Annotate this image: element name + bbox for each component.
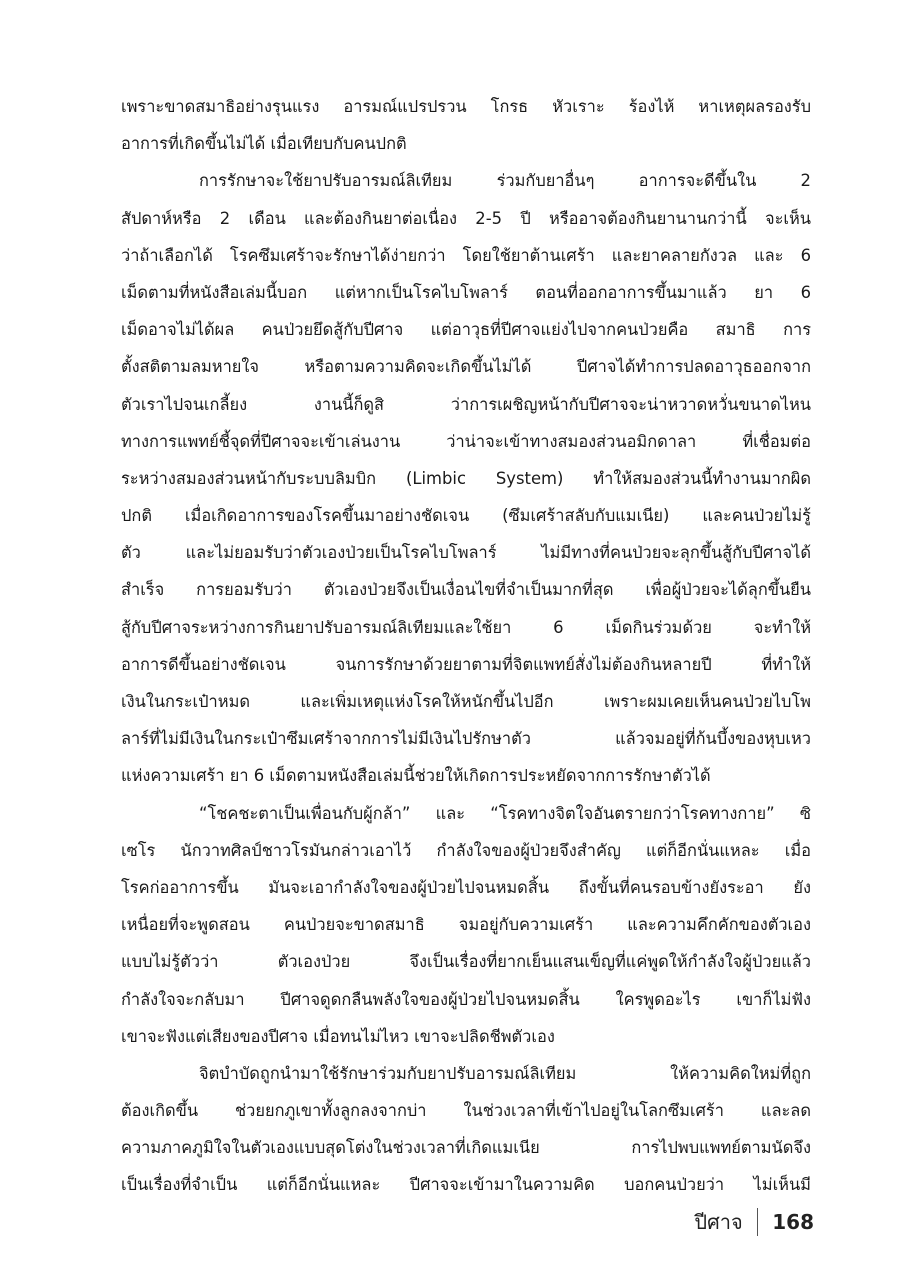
text-line: สำเร็จ การยอมรับว่า ตัวเองป่วยจึงเป็นเงื่อนไขที่จำเป็นมากที่สุด เพื่อผู้ป่วยจะได้ลุกขึ้นยืน [121,580,811,600]
text-line: โรคก่ออาการขึ้น มันจะเอากำลังใจของผู้ป่วยไปจนหมดสิ้น ถึงขั้นที่คนรอบข้างยังระอา ยัง [121,877,811,897]
text-line: กำลังใจจะกลับมา ปีศาจดูดกลืนพลังใจของผู้ป่วยไปจนหมดสิ้น ใครพูดอะไร เขาก็ไม่ฟัง [121,989,811,1009]
text-line: เขาจะฟังแต่เสียงของปีศาจ เมื่อทนไม่ไหว เขาจะปลิดชีพตัวเอง [121,1026,555,1046]
page-footer [694,1205,814,1239]
text-line: ตัวเราไปจนเกลี้ยง งานนี้ก็ดูสิ ว่าการเผชิญหน้ากับปีศาจจะน่าหวาดหวั่นขนาดไหน [121,394,811,414]
footer-divider [757,1208,759,1236]
text-line: เซโร นักวาทศิลป์ชาวโรมันกล่าวเอาไว้ กำลังใจของผู้ป่วยจึงสำคัญ แต่ก็อีกนั่นแหละ เมื่อ [121,840,811,860]
text-line: เม็ดอาจไม่ได้ผล คนป่วยยึดสู้กับปีศาจ แต่อาวุธที่ปีศาจแย่งไปจากคนป่วยคือ สมาธิ การ [121,320,811,340]
running-title: ปีศาจ [694,1210,743,1234]
text-line: เพราะขาดสมาธิอย่างรุนแรง อารมณ์แปรปรวน โกรธ หัวเราะ ร้องไห้ หาเหตุผลรองรับ [121,97,811,116]
text-line: “โชคชะตาเป็นเพื่อนกับผู้กล้า” และ “โรคทางจิตใจอันตรายกว่าโรคทางกาย” ซิ [199,803,811,823]
text-line: ต้องเกิดขึ้น ช่วยยกภูเขาทั้งลูกลงจากบ่า ในช่วงเวลาที่เข้าไปอยู่ในโลกซึมเศร้า และลด [121,1101,811,1121]
text-line: แห่งความเศร้า ยา 6 เม็ดตามหนังสือเล่มนี้ช่วยให้เกิดการประหยัดจากการรักษาตัวได้ [121,766,711,786]
text-line: สัปดาห์หรือ 2 เดือน และต้องกินยาต่อเนื่อง 2-5 ปี หรืออาจต้องกินยานานกว่านี้ จะเห็น [121,208,811,228]
paragraph [121,795,811,1055]
page-body [121,88,811,1204]
text-line: ทางการแพทย์ชี้จุดที่ปีศาจจะเข้าเล่นงาน ว่าน่าจะเข้าทางสมองส่วนอมิกดาลา ที่เชื่อมต่อ [121,431,811,451]
page-number: 168 [772,1210,814,1234]
text-line: สู้กับปีศาจระหว่างการกินยาปรับอารมณ์ลิเทียมและใช้ยา 6 เม็ดกินร่วมด้วย จะทำให้ [121,617,811,637]
text-line: ตัว และไม่ยอมรับว่าตัวเองป่วยเป็นโรคไบโพลาร์ ไม่มีทางที่คนป่วยจะลุกขึ้นสู้กับปีศาจได้ [121,543,811,563]
text-line: อาการดีขึ้นอย่างชัดเจน จนการรักษาด้วยยาตามที่จิตแพทย์สั่งไม่ต้องกินหลายปี ที่ทำให้ [121,654,811,674]
text-line: เม็ดตามที่หนังสือเล่มนี้บอก แต่หากเป็นโรคไบโพลาร์ ตอนที่ออกอาการขึ้นมาแล้ว ยา 6 [121,282,811,302]
text-line: ลาร์ที่ไม่มีเงินในกระเป๋าซึมเศร้าจากการไม่มีเงินไปรักษาตัว แล้วจมอยู่ที่ก้นบึ้งของหุบเหว [121,729,811,749]
paragraph [121,162,811,794]
text-line: เงินในกระเป๋าหมด และเพิ่มเหตุแห่งโรคให้หนักขึ้นไปอีก เพราะผมเคยเห็นคนป่วยไบโพ [121,692,811,711]
text-line: ระหว่างสมองส่วนหน้ากับระบบลิมบิก (Limbic System) ทำให้สมองส่วนนี้ทำงานมากผิด [121,468,811,488]
text-line: ปกติ เมื่อเกิดอาการของโรคขึ้นมาอย่างชัดเจน (ซึมเศร้าสลับกับแมเนีย) และคนป่วยไม่รู้ [121,506,811,526]
text-line: อาการที่เกิดขึ้นไม่ได้ เมื่อเทียบกับคนปกติ [121,134,407,154]
text-line: แบบไม่รู้ตัวว่า ตัวเองป่วย จึงเป็นเรื่องที่ยากเย็นแสนเข็ญที่แค่พูดให้กำลังใจผู้ป่วยแล้ว [121,952,811,972]
text-line: ตั้งสติตามลมหายใจ หรือตามความคิดจะเกิดขึ้นไม่ได้ ปีศาจได้ทำการปลดอาวุธออกจาก [121,357,811,377]
text-line: เป็นเรื่องที่จำเป็น แต่ก็อีกนั่นแหละ ปีศาจจะเข้ามาในความคิด บอกคนป่วยว่า ไม่เห็นมี [121,1175,811,1195]
text-line: ว่าถ้าเลือกได้ โรคซึมเศร้าจะรักษาได้ง่ายกว่า โดยใช้ยาต้านเศร้า และยาคลายกังวล และ 6 [121,245,811,265]
text-line: เหนื่อยที่จะพูดสอน คนป่วยจะขาดสมาธิ จมอยู่กับความเศร้า และความคึกคักของตัวเอง [121,915,811,935]
paragraph [121,88,811,162]
paragraph [121,1055,811,1204]
text-line: การรักษาจะใช้ยาปรับอารมณ์ลิเทียม ร่วมกับยาอื่นๆ อาการจะดีขึ้นใน 2 [199,171,811,191]
text-line: จิตบำบัดถูกนำมาใช้รักษาร่วมกับยาปรับอารมณ์ลิเทียม ให้ความคิดใหม่ที่ถูก [199,1063,811,1083]
text-line: ความภาคภูมิใจในตัวเองแบบสุดโต่งในช่วงเวลาที่เกิดแมเนีย การไปพบแพทย์ตามนัดจึง [121,1138,811,1158]
